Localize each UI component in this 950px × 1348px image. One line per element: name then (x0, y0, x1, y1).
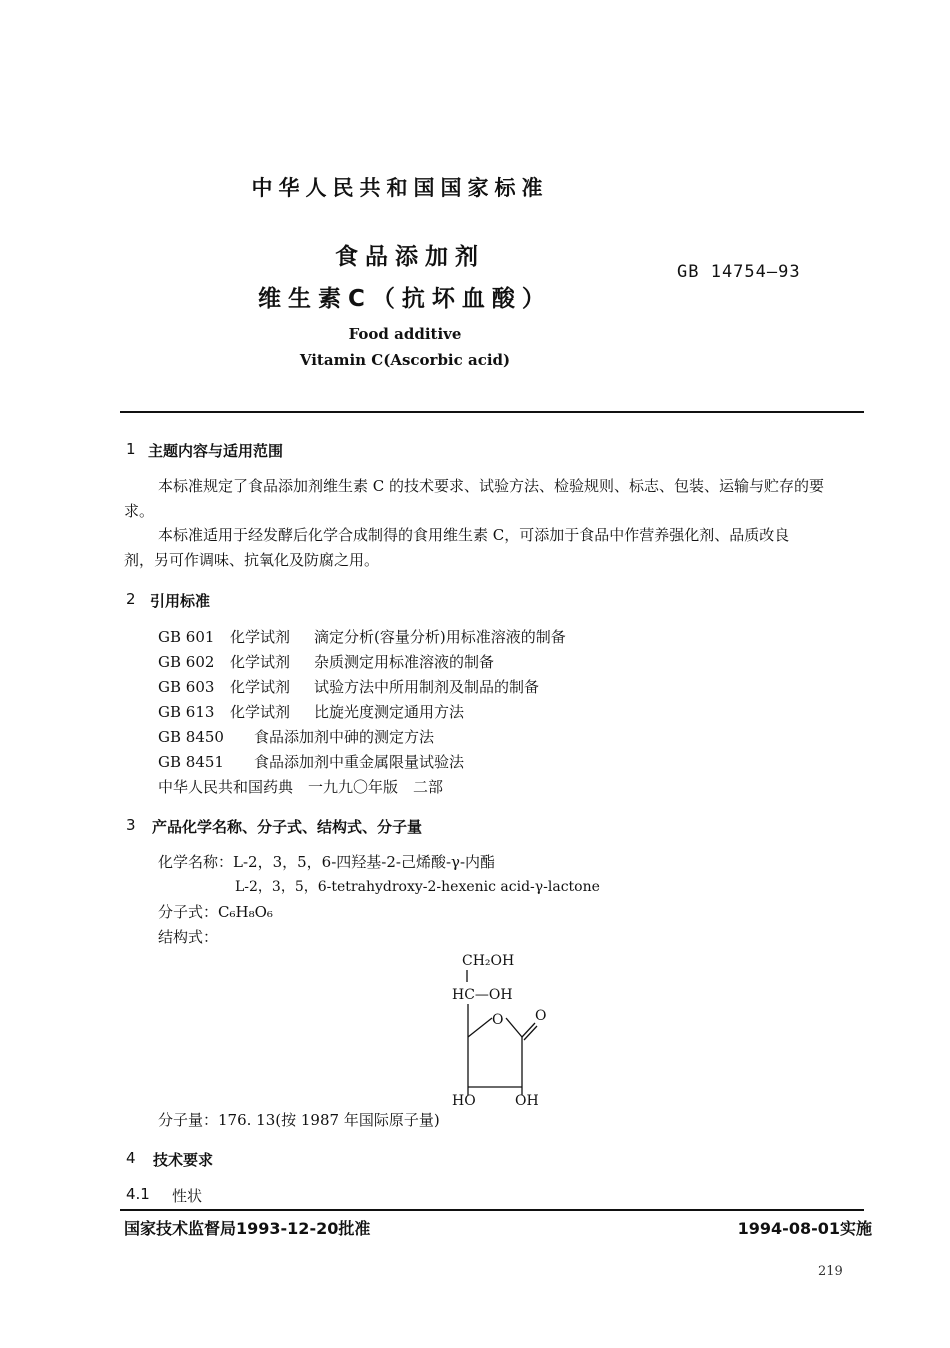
reference-category: 化学试剂 (230, 653, 291, 671)
section1-number: 1 (126, 440, 136, 458)
oh-label: OH (515, 1093, 539, 1105)
reference-code: GB 603 (158, 678, 215, 696)
reference-category: 化学试剂 (230, 703, 291, 721)
chemical-name-en: L-2，3，5，6-tetrahydroxy-2-hexenic acid-γ-lactone (235, 879, 600, 895)
section1-para1-line1: 本标准规定了食品添加剂维生素 C 的技术要求、试验方法、检验规则、标志、包装、运输与贮存的要 (158, 477, 825, 495)
reference-title: 杂质测定用标准溶液的制备 (314, 653, 495, 671)
footer-rule (120, 1209, 864, 1211)
reference-item (158, 726, 434, 747)
title-cn-line2: 维生素C（抗坏血酸） (258, 286, 552, 312)
section2-number: 2 (126, 590, 136, 608)
section4-heading: 技术要求 (153, 1151, 214, 1169)
formula-value: C₆H₈O₆ (218, 903, 273, 921)
section4-number: 4 (126, 1149, 136, 1167)
reference-title: 试验方法中所用制剂及制品的制备 (314, 678, 540, 696)
header-rule (120, 411, 864, 413)
national-standard-heading: 中华人民共和国国家标准 (251, 176, 549, 200)
reference-item (158, 651, 494, 672)
reference-title: 食品添加剂中砷的测定方法 (254, 728, 435, 746)
structural-formula-diagram (440, 945, 580, 1105)
reference-item (158, 701, 464, 722)
reference-title: 食品添加剂中重金属限量试验法 (254, 753, 465, 771)
hc-oh-label: HC—OH (452, 987, 513, 1003)
reference-code: GB 602 (158, 653, 215, 671)
ring-oxygen-label: O (492, 1012, 504, 1028)
reference-code: GB 8450 (158, 728, 224, 746)
bond-line (506, 1018, 522, 1037)
approval-line: 国家技术监督局1993-12-20批准 (124, 1219, 371, 1238)
ch2oh-label: CH₂OH (462, 953, 515, 969)
reference-item (158, 676, 539, 697)
structure-label: 结构式： (158, 928, 219, 946)
page-number: 219 (818, 1264, 843, 1279)
molecular-formula (158, 900, 273, 925)
reference-item (158, 751, 464, 772)
title-en-line2: Vitamin C(Ascorbic acid) (299, 351, 511, 369)
title-cn-line1: 食品添加剂 (335, 244, 485, 270)
reference-code: GB 601 (158, 628, 215, 646)
ho-label: HO (452, 1093, 476, 1105)
bond-line (468, 1018, 492, 1037)
section3-number: 3 (126, 816, 136, 834)
section1-para2-line2: 剂，另可作调味、抗氧化及防腐之用。 (124, 551, 380, 569)
molecular-weight: 分子量：176. 13(按 1987 年国际原子量) (158, 1111, 440, 1129)
section1-para1-line2: 求。 (124, 502, 155, 520)
formula-label: 分子式： (158, 903, 219, 921)
implementation-date: 1994-08-01实施 (737, 1219, 872, 1238)
reference-code: GB 8451 (158, 753, 224, 771)
reference-category: 化学试剂 (230, 628, 291, 646)
section1-heading: 主题内容与适用范围 (148, 442, 284, 460)
chemical-name-cn: 化学名称：L-2，3，5，6-四羟基-2-己烯酸-γ-内酯 (158, 853, 496, 871)
title-en-line1: Food additive (348, 325, 462, 343)
standard-code: GB 14754—93 (677, 262, 801, 282)
carbonyl-oxygen-label: O (535, 1008, 547, 1024)
reference-title: 比旋光度测定通用方法 (314, 703, 465, 721)
section2-heading: 引用标准 (150, 592, 211, 610)
subsection-heading: 性状 (172, 1187, 203, 1205)
section3-heading: 产品化学名称、分子式、结构式、分子量 (152, 818, 423, 836)
reference-item (158, 626, 566, 647)
pharmacopoeia-reference: 中华人民共和国药典 一九九〇年版 二部 (158, 778, 444, 796)
reference-category: 化学试剂 (230, 678, 291, 696)
section1-para2-line1: 本标准适用于经发酵后化学合成制得的食用维生素 C，可添加于食品中作营养强化剂、品质改良 (158, 526, 790, 544)
subsection-number: 4.1 (126, 1185, 150, 1203)
reference-code: GB 613 (158, 703, 215, 721)
reference-title: 滴定分析(容量分析)用标准溶液的制备 (314, 628, 566, 646)
